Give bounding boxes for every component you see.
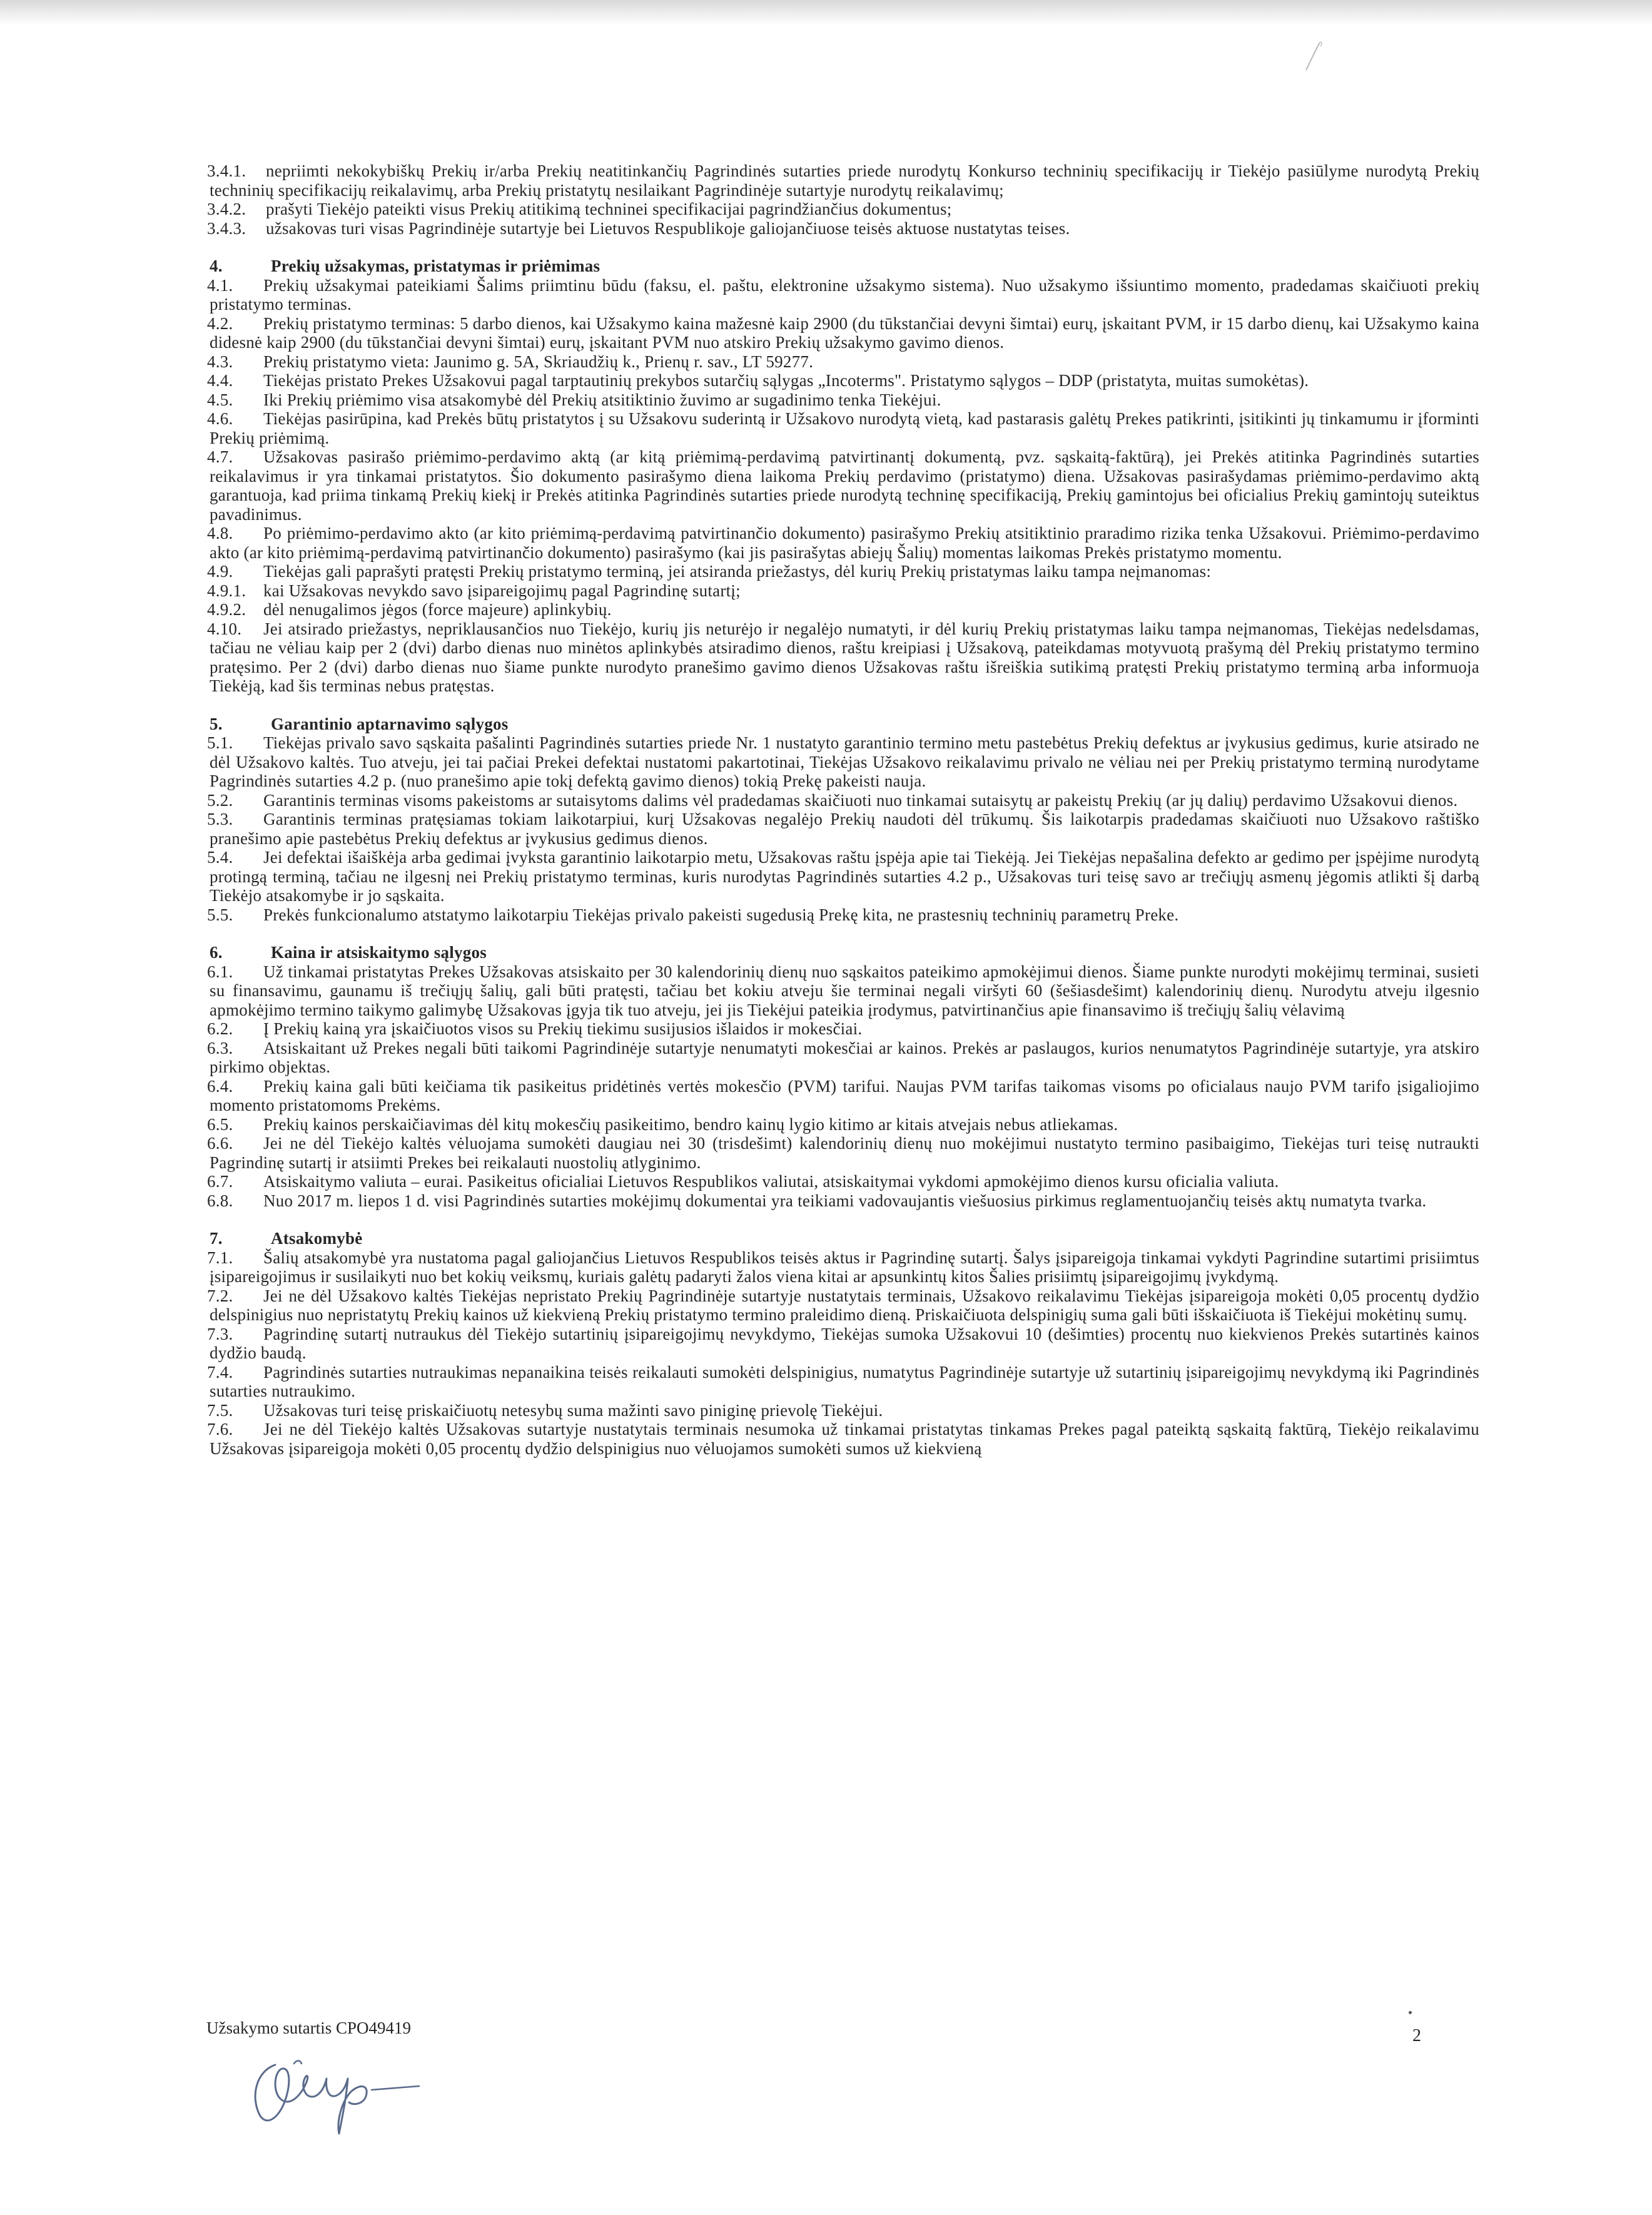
clause-4-3 (207, 352, 1479, 372)
clause-4-10 (207, 619, 1479, 696)
clause-number: 4.8. (207, 524, 233, 542)
clause-4-9-1 (207, 581, 1479, 601)
clause-text: Į Prekių kainą yra įskaičiuotos visos su Prekių tiekimu susijusios išlaidos ir mokesčiai. (263, 1019, 863, 1038)
clause-number: 7.5. (207, 1400, 233, 1420)
clause-6-3 (207, 1038, 1479, 1077)
clause-number: 6.7. (207, 1172, 233, 1191)
clause-text: Po priėmimo-perdavimo akto (ar kito priėmimą-perdavimą patvirtinančio dokumento) pasirašymo Prekių atsitiktinio praradimo rizika tenka Užsakovui. Priėmimo-perdavimo akto (ar kito priėmimą-perdavimą patvirtinančio dokumento) pasirašymo (kai jis pasirašytas abiejų Šalių) momentas laikomas Prekės pristatymo momentu. (210, 524, 1479, 562)
clause-number: 6.8. (207, 1191, 233, 1210)
clause-text: Prekės funkcionalumo atstatymo laikotarpiu Tiekėjas privalo pakeisti sugedusią Prekę kita, ne prastesnių techninių parametrų Preke. (263, 905, 1179, 924)
section-title: Prekių užsakymas, pristatymas ir priėmimas (271, 257, 600, 275)
clause-number: 5.3. (207, 810, 233, 828)
clause-3-4-2 (207, 200, 1479, 219)
section-number: 7. (210, 1229, 223, 1248)
clause-number: 5.5. (207, 905, 233, 924)
clause-number: 7.1. (207, 1248, 233, 1267)
clause-5-5 (207, 905, 1479, 925)
clause-6-4 (207, 1076, 1479, 1115)
clause-text: užsakovas turi visas Pagrindinėje sutartyje bei Lietuvos Respublikoje galiojančiuose teisės aktuose nustatytas teises. (266, 218, 1070, 238)
clause-5-2 (207, 790, 1479, 810)
clause-number: 4.2. (207, 313, 233, 333)
clause-text: Prekių kainos perskaičiavimas dėl kitų mokesčių pasikeitimo, bendro kainų lygio kitimo ar kitais atvejais nebus atliekamas. (263, 1114, 1118, 1134)
clause-5-3 (207, 810, 1479, 848)
clause-text: dėl nenugalimos jėgos (force majeure) aplinkybių. (263, 600, 612, 619)
section-heading-6 (210, 943, 1479, 962)
clause-number: 3.4.3. (207, 218, 246, 238)
clause-text: Užsakovas pasirašo priėmimo-perdavimo aktą (ar kitą priėmimą-perdavimą patvirtinantį dokumentą, pvz. sąskaitą-faktūrą), jei Prekės atitinka Pagrindinės sutarties reikalavimus ir yra tinkamai pristatytos. Šio dokumento pasirašymo diena laikoma Prekių perdavimo (pristatymo) diena. Užsakovas pasirašydamas priėmimo-perdavimo aktą garantuoja, kad priima tinkamą Prekių kiekį ir Prekės atitinka Pagrindinės sutarties priede nurodytą techninę specifikaciją, Prekių gamintojus bei oficialius Prekių gamintojų suteiktus pavadinimus. (210, 447, 1479, 524)
document-body (207, 161, 1479, 1458)
clause-number: 4.9.2. (207, 600, 246, 619)
clause-number: 5.1. (207, 733, 233, 752)
section-heading-5 (210, 715, 1479, 734)
clause-text: Prekių kaina gali būti keičiama tik pasikeitus pridėtinės vertės mokesčio (PVM) tarifui. Naujas PVM tarifas taikomas visoms po oficialaus naujo PVM tarifo įsigaliojimo momento pristatomoms Prekėms. (210, 1076, 1479, 1114)
clause-text: kai Užsakovas nevykdo savo įsipareigojimų pagal Pagrindinę sutartį; (263, 581, 741, 600)
section-heading-7 (210, 1229, 1479, 1248)
clause-number: 4.5. (207, 390, 233, 409)
clause-number: 6.2. (207, 1019, 233, 1038)
clause-number: 4.1. (207, 275, 233, 295)
clause-number: 4.10. (207, 619, 242, 638)
clause-text: Užsakovas turi teisę priskaičiuotų netesybų suma mažinti savo piniginę prievolę Tiekėjui. (263, 1400, 883, 1420)
clause-4-9 (207, 562, 1479, 581)
clause-number: 6.6. (207, 1134, 233, 1153)
clause-number: 4.9. (207, 562, 233, 581)
scan-shadow (0, 0, 1652, 25)
clause-5-4 (207, 848, 1479, 905)
clause-text: Šalių atsakomybė yra nustatoma pagal galiojančius Lietuvos Respublikos teisės aktus ir Pagrindinę sutartį. Šalys įsipareigoja tinkamai vykdyti Pagrindine sutartimi prisiimtus įsipareigojimus ir susilaikyti nuo bet kokių veiksmų, kuriais galėtų padaryti žalos viena kitai ar apsunkintų kitos Šalies prisiimtų įsipareigojimų įvykdymą. (210, 1248, 1479, 1286)
clause-6-5 (207, 1114, 1479, 1134)
clause-number: 7.6. (207, 1420, 233, 1438)
clause-number: 4.6. (207, 409, 233, 428)
clause-4-6 (207, 409, 1479, 447)
clause-6-1 (207, 962, 1479, 1020)
section-number: 5. (210, 714, 223, 733)
section-heading-4 (210, 257, 1479, 276)
clause-7-5 (207, 1400, 1479, 1420)
pen-mark-icon (1301, 38, 1326, 75)
clause-text: Jei ne dėl Tiekėjo kaltės Užsakovas sutartyje nustatytais terminais nesumoka už tinkamai pristatytas tinkamas Prekes pagal pateiktą sąskaitą faktūrą, Tiekėjo reikalavimu Užsakovas įsipareigoja mokėti 0,05 procentų dydžio delspinigius nuo vėluojamos sumokėti sumos už kiekvieną (210, 1420, 1479, 1458)
clause-4-1 (207, 275, 1479, 314)
clause-text: Atsiskaitant už Prekes negali būti taikomi Pagrindinėje sutartyje nenumatyti mokesčiai ar kainos. Prekės ar paslaugos, kurios nenumatytos Pagrindinėje sutartyje, yra atskiro pirkimo objektas. (210, 1038, 1479, 1076)
clause-4-7 (207, 447, 1479, 524)
clause-number: 4.3. (207, 352, 233, 371)
clause-4-9-2 (207, 600, 1479, 619)
clause-number: 4.4. (207, 371, 233, 390)
clause-number: 7.3. (207, 1324, 233, 1343)
clause-text: Pagrindinės sutarties nutraukimas nepanaikina teisės reikalauti sumokėti delspinigius, numatytus Pagrindinėje sutartyje už sutartinių įsipareigojimų nevykdymą iki Pagrindinės sutarties nutraukimo. (210, 1362, 1479, 1400)
clause-text: Jei defektai išaiškėja arba gedimai įvyksta garantinio laikotarpio metu, Užsakovas raštu įspėja apie tai Tiekėją. Jei Tiekėjas nepašalina defekto ar gedimo per įspėjime nurodytą protingą terminą, tačiau ne ilgesnį nei Prekių pristatymo terminas, kuris nurodytas Pagrindinės sutarties 4.2 p., Užsakovas turi teisę savo ar trečiųjų asmenų jėgomis atlikti šį darbą Tiekėjo atsakomybe ir jo sąskaita. (210, 848, 1479, 905)
clause-6-6 (207, 1134, 1479, 1172)
clause-text: Jei ne dėl Užsakovo kaltės Tiekėjas nepristato Prekių Pagrindinėje sutartyje nustatytais terminais, Užsakovo reikalavimu Tiekėjas įsipareigoja mokėti 0,05 procentų dydžio delspinigius nuo nepristatytų Prekių kainos už kiekvieną Prekių pristatymo termino praleidimo dieną. Priskaičiuota delspinigių suma gali būti išskaičiuota iš Tiekėjui mokėtinų sumų. (210, 1286, 1479, 1324)
clause-text: Tiekėjas privalo savo sąskaita pašalinti Pagrindinės sutarties priede Nr. 1 nustatyto garantinio termino metu pastebėtus Prekių defektus ar įvykusius gedimus, kurie atsirado ne dėl Užsakovo kaltės. Tuo atveju, jei tai pačiai Prekei defektai nustatomi pakartotinai, Tiekėjas Užsakovo reikalavimu privalo ne vėliau nei per Prekių pristatymo terminą nurodytame Pagrindinės sutarties 4.2 p. (nuo pranešimo apie tokį defektą gavimo dienos) tokią Prekę pakeisti nauja. (210, 733, 1479, 790)
clause-3-4-3 (207, 218, 1479, 238)
handwritten-signature-icon (231, 2046, 432, 2140)
clause-4-5 (207, 390, 1479, 410)
clause-6-7 (207, 1172, 1479, 1191)
clause-text: Pagrindinę sutartį nutraukus dėl Tiekėjo sutartinių įsipareigojimų nevykdymo, Tiekėjas sumoka Užsakovui 10 (dešimties) procentų nuo kiekvienos Prekės sutartinės kainos dydžio baudą. (210, 1324, 1479, 1362)
clause-text: Nuo 2017 m. liepos 1 d. visi Pagrindinės sutarties mokėjimų dokumentai yra teikiami vadovaujantis viešuosius pirkimus reglamentuojančių teisės aktų numatyta tvarka. (263, 1191, 1427, 1210)
clause-text: Tiekėjas pasirūpina, kad Prekės būtų pristatytos į su Užsakovu suderintą ir Užsakovo nurodytą vietą, kad pastarasis galėtų Prekes patikrinti, įsitikinti jų tinkamumu ir įforminti Prekių priėmimą. (210, 409, 1479, 447)
clause-text: Prekių pristatymo vieta: Jaunimo g. 5A, Skriaudžių k., Prienų r. sav., LT 59277. (263, 352, 814, 371)
clause-text: Prekių užsakymai pateikiami Šalims priimtinu būdu (faksu, el. paštu, elektronine užsakymo sistema). Nuo užsakymo išsiuntimo momento, pradedamas skaičiuoti prekių pristatymo terminas. (210, 275, 1479, 313)
clause-number: 7.2. (207, 1286, 233, 1305)
section-title: Kaina ir atsiskaitymo sąlygos (271, 943, 487, 962)
section-number: 6. (210, 943, 223, 962)
clause-text: nepriimti nekokybiškų Prekių ir/arba Prekių neatitinkančių Pagrindinės sutarties priede nurodytų Konkurso techninių specifikacijų ir Tiekėjo pasiūlyme nurodytą Prekių techninių specifikacijų reikalavimų, arba Prekių pristatytų nesilaikant Pagrindinėje sutartyje nurodytų reikalavimų; (210, 161, 1479, 200)
clause-7-6 (207, 1420, 1479, 1458)
page-dot (1409, 2011, 1412, 2014)
clause-number: 4.9.1. (207, 581, 246, 600)
clause-text: Garantinis terminas pratęsiamas tokiam laikotarpiui, kurį Užsakovas negalėjo Prekių naudoti dėl trūkumų. Šis laikotarpis pradedamas skaičiuoti nuo Užsakovo raštiško pranešimo apie pastebėtus Prekių defektus ar įvykusius gedimus dienos. (210, 810, 1479, 848)
clause-5-1 (207, 733, 1479, 791)
clause-number: 6.3. (207, 1038, 233, 1057)
clause-text: Už tinkamai pristatytas Prekes Užsakovas atsiskaito per 30 kalendorinių dienų nuo sąskaitos pateikimo apmokėjimui dienos. Šiame punkte nurodyti mokėjimų terminai, susieti su finansavimu, gaunamu iš trečiųjų šalių, gali būti pratęsti, tačiau bet kokiu atveju šie terminai negali viršyti 60 (šešiasdešimt) kalendorinių dienų. Nurodytu atveju ilgesnio apmokėjimo termino taikymo galimybę Užsakovas įgyja tik tuo atveju, jei jis Tiekėjui pateikia įrodymus, patvirtinančius apie finansavimo iš trečiųjų šalių vėlavimą (210, 962, 1479, 1019)
clause-number: 6.5. (207, 1114, 233, 1134)
section-title: Garantinio aptarnavimo sąlygos (271, 714, 509, 733)
clause-text: Jei ne dėl Tiekėjo kaltės vėluojama sumokėti daugiau nei 30 (trisdešimt) kalendorinių dienų nuo mokėjimui nustatyto termino pasibaigimo, Tiekėjas turi teisę nutraukti Pagrindinę sutartį ir atsiimti Prekes bei reikalauti nuostolių atlyginimo. (210, 1134, 1479, 1172)
clause-number: 4.7. (207, 447, 233, 466)
clause-text: Prekių pristatymo terminas: 5 darbo dienos, kai Užsakymo kaina mažesnė kaip 2900 (du tūkstančiai devyni šimtai) eurų, įskaitant PVM, ir 15 darbo dienų, kai Užsakymo kaina didesnė kaip 2900 (du tūkstančiai devyni šimtai) eurų, įskaitant PVM nuo atskiro Prekių užsakymo gavimo dienos. (210, 313, 1479, 352)
clause-number: 6.1. (207, 962, 233, 981)
clause-text: Tiekėjas gali paprašyti pratęsti Prekių pristatymo terminą, jei atsiranda priežastys, dėl kurių Prekių pristatymas laiku tampa neįmanomas: (263, 562, 1212, 581)
clause-text: prašyti Tiekėjo pateikti visus Prekių atitikimą techninei specifikacijai pagrindžiančius dokumentus; (266, 200, 952, 218)
footer-contract-label: Užsakymo sutartis CPO49419 (206, 2019, 411, 2037)
clause-7-1 (207, 1248, 1479, 1286)
clause-4-8 (207, 524, 1479, 562)
clause-number: 5.2. (207, 790, 233, 810)
clause-text: Iki Prekių priėmimo visa atsakomybė dėl Prekių atsitiktinio žuvimo ar sugadinimo tenka Tiekėjui. (263, 390, 941, 409)
clause-number: 3.4.1. (207, 161, 246, 180)
clause-number: 6.4. (207, 1076, 233, 1096)
clause-4-4 (207, 371, 1479, 390)
section-title: Atsakomybė (271, 1229, 363, 1248)
clause-7-2 (207, 1286, 1479, 1325)
clause-7-3 (207, 1324, 1479, 1363)
clause-number: 3.4.2. (207, 200, 246, 218)
clause-text: Atsiskaitymo valiuta – eurai. Pasikeitus oficialiai Lietuvos Respublikos valiutai, atsiskaitymai vykdomi apmokėjimo dienos kursu oficialia valiuta. (263, 1172, 1279, 1191)
clause-number: 5.4. (207, 848, 233, 867)
page-number: 2 (1412, 2026, 1421, 2045)
intro-list (207, 161, 1479, 238)
clause-text: Garantinis terminas visoms pakeistoms ar sutaisytoms dalims vėl pradedamas skaičiuoti nuo tinkamai sutaisytų ar pakeistų Prekių (ar jų dalių) perdavimo Užsakovui dienos. (263, 790, 1458, 810)
clause-text: Tiekėjas pristato Prekes Užsakovui pagal tarptautinių prekybos sutarčių sąlygas „Incoterms". Pristatymo sąlygos – DDP (pristatyta, muitas sumokėtas). (263, 371, 1309, 390)
section-number: 4. (210, 257, 223, 275)
clause-7-4 (207, 1362, 1479, 1401)
clause-number: 7.4. (207, 1362, 233, 1382)
clause-text: Jei atsirado priežastys, nepriklausančios nuo Tiekėjo, kurių jis neturėjo ir negalėjo numatyti, ir dėl kurių Prekių pristatymas laiku tampa neįmanomas, Tiekėjas nedelsdamas, tačiau ne vėliau kaip per 2 (dvi) darbo dienas nuo minėtos aplinkybės atsiradimo dienos, raštu kreipiasi į Užsakovą, pateikdamas motyvuotą prašymą dėl Prekių pristatymo termino pratęsimo. Per 2 (dvi) darbo dienas nuo šiame punkte nurodyto pranešimo gavimo dienos Užsakovas raštu išreiškia sutikimą pratęsti Prekių pristatymo terminą arba informuoja Tiekėją, kad šis terminas nebus pratęstas. (210, 619, 1479, 695)
clause-4-2 (207, 313, 1479, 352)
clause-6-8 (207, 1191, 1479, 1211)
clause-6-2 (207, 1019, 1479, 1039)
clause-3-4-1 (207, 161, 1479, 200)
